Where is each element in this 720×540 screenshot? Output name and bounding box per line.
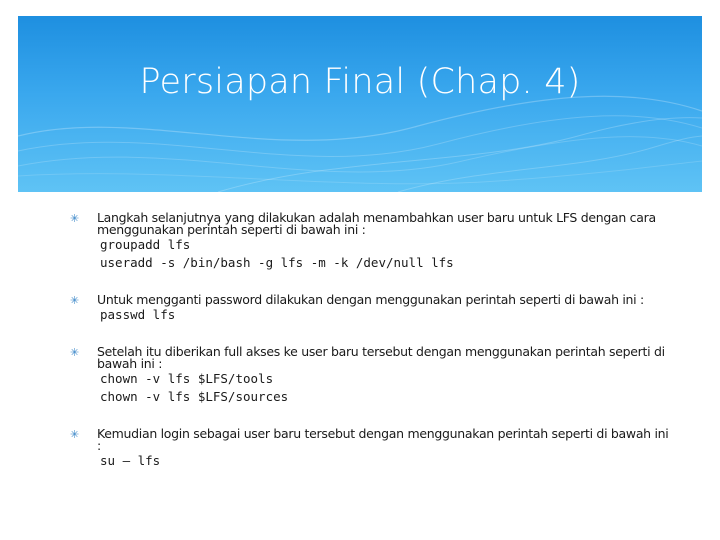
- code-line: su – lfs: [100, 453, 161, 468]
- code-line: groupadd lfs: [100, 237, 191, 252]
- bullet-text: Langkah selanjutnya yang dilakukan adalah menambahkan user baru untuk LFS dengan cara menggunakan perintah seperti di bawah ini :: [97, 210, 656, 237]
- bullet-text: Kemudian login sebagai user baru tersebut dengan menggunakan perintah seperti di bawah ini :: [97, 426, 669, 453]
- star-bullet-icon: ✳: [70, 212, 80, 225]
- wave-decoration: [18, 16, 702, 192]
- bullet-item: [70, 294, 670, 324]
- bullet-list: [70, 212, 670, 492]
- bullet-text: Setelah itu diberikan full akses ke user baru tersebut dengan menggunakan perintah seperti di bawah ini :: [97, 344, 665, 371]
- code-line: chown -v lfs $LFS/sources: [100, 389, 289, 404]
- star-bullet-icon: ✳: [70, 346, 80, 359]
- bullet-item: [70, 212, 670, 272]
- slide-title: Persiapan Final (Chap. 4): [139, 62, 581, 102]
- bullet-text: Untuk mengganti password dilakukan dengan menggunakan perintah seperti di bawah ini :: [97, 292, 644, 307]
- code-line: passwd lfs: [100, 307, 176, 322]
- star-bullet-icon: ✳: [70, 294, 80, 307]
- bullet-item: [70, 346, 670, 406]
- code-line: useradd -s /bin/bash -g lfs -m -k /dev/null lfs: [100, 255, 454, 270]
- title-banner: [18, 16, 702, 192]
- code-line: chown -v lfs $LFS/tools: [100, 371, 274, 386]
- star-bullet-icon: ✳: [70, 428, 80, 441]
- bullet-item: [70, 428, 670, 470]
